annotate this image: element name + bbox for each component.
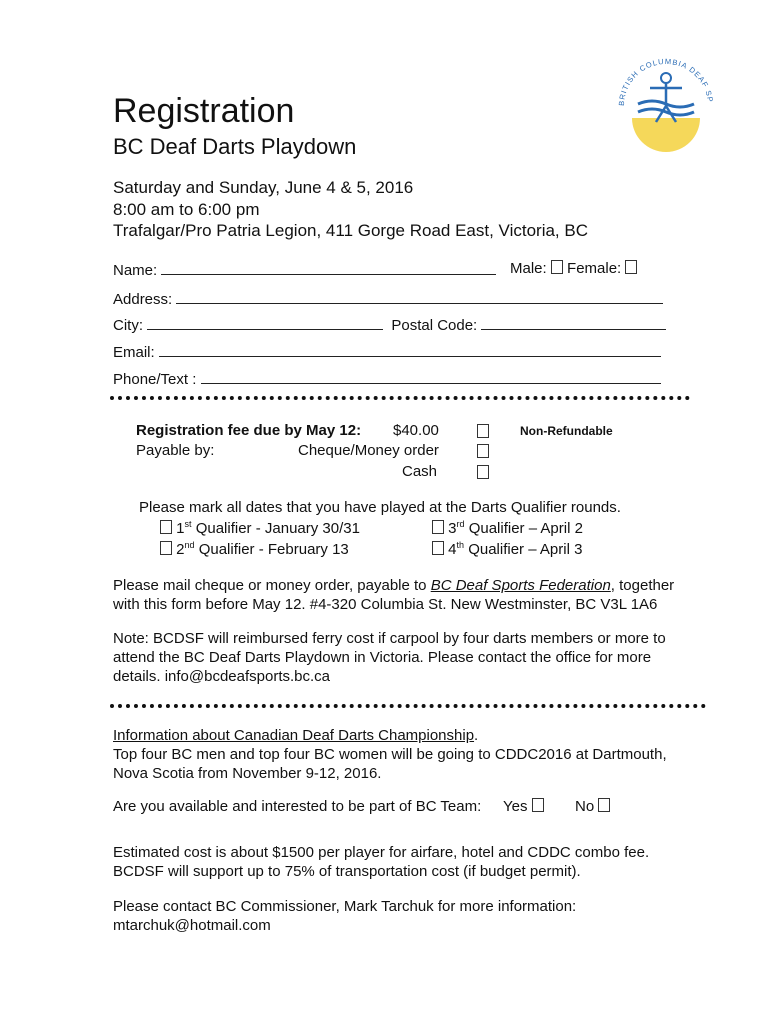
mail-suffix: , together [610,577,675,594]
non-refundable-label: Non-Refundable [520,424,613,438]
phone-row [113,369,661,388]
qualifier-1-row [160,519,360,537]
city-field[interactable] [147,315,383,330]
dotted-divider-2 [110,704,706,708]
event-time: 8:00 am to 6:00 pm [113,200,260,219]
mail-line2: with this form before May 12. #4-320 Columbia St. New Westminster, BC V3L 1A6 [113,596,658,613]
cddc-line1: Top four BC men and top four BC women will be going to CDDC2016 at Dartmouth, [113,746,667,763]
qualifier-3-checkbox[interactable] [432,520,444,534]
male-checkbox[interactable] [551,260,563,274]
event-dates: Saturday and Sunday, June 4 & 5, 2016 [113,178,414,197]
postal-field[interactable] [481,315,666,330]
no-option [575,798,610,815]
qualifier-2-checkbox[interactable] [160,541,172,555]
cddc-info: Information about Canadian Deaf Darts Championship. Top four BC men and top four BC women will be going to CDDC2016 at Dartmouth, Nova Scotia from November 9-12, 2016. [113,727,667,782]
cheque-label: Cheque/Money order [298,442,439,459]
address-field[interactable] [176,289,663,304]
address-label: Address: [113,291,173,308]
mail-prefix: Please mail cheque or money order, payable to [113,577,431,594]
cost-info [113,843,649,881]
page-subtitle: BC Deaf Darts Playdown [113,134,357,159]
yes-option [503,798,544,815]
qualifier-4-suffix: th [456,540,465,550]
qualifier-1-suffix: st [184,519,192,529]
cddc-heading: Information about Canadian Deaf Darts Championship [113,727,475,744]
qualifier-3-text: Qualifier – April 2 [464,520,583,537]
bcdsf-logo-graphic [610,48,722,156]
female-label: Female: [567,260,622,277]
qualifier-4-checkbox[interactable] [432,541,444,555]
phone-field[interactable] [201,369,661,384]
dotted-divider [110,396,690,400]
male-label: Male: [510,260,547,277]
name-row [113,260,496,279]
bcdsf-logo [610,48,722,156]
note-line3: details. info@bcdeafsports.bc.ca [113,668,331,685]
cash-checkbox[interactable] [477,465,489,479]
qualifier-instruction: Please mark all dates that you have played at the Darts Qualifier rounds. [139,499,621,516]
fee-checkbox[interactable] [477,424,489,438]
name-field[interactable] [161,260,496,275]
email-row [113,342,661,361]
cost-line2: BCDSF will support up to 75% of transportation cost (if budget permit). [113,863,581,880]
address-row [113,289,663,308]
name-label: Name: [113,262,158,279]
no-checkbox[interactable] [598,798,610,812]
postal-label: Postal Code: [391,317,478,334]
logo-arc-text: BRITISH COLUMBIA DEAF SP [616,56,715,107]
mail-instructions [113,576,674,614]
page-title: Registration [113,92,295,130]
qualifier-2-suffix: nd [184,540,195,550]
ferry-note [113,629,666,686]
fee-amount: $40.00 [393,422,439,439]
contact-line1: Please contact BC Commissioner, Mark Tarchuk for more information: [113,898,577,915]
team-question: Are you available and interested to be part of BC Team: [113,798,482,815]
email-label: Email: [113,344,155,361]
note-line1: Note: BCDSF will reimbursed ferry cost if carpool by four darts members or more to [113,630,666,647]
cost-line1: Estimated cost is about $1500 per player for airfare, hotel and CDDC combo fee. [113,844,650,861]
qualifier-2-row [160,540,349,558]
qualifier-1-checkbox[interactable] [160,520,172,534]
city-label: City: [113,317,143,334]
cddc-line2: Nova Scotia from November 9-12, 2016. [113,765,382,782]
note-line2: attend the BC Deaf Darts Playdown in Victoria. Please contact the office for more [113,649,652,666]
qualifier-2-number: 2 [176,541,185,558]
no-label: No [575,798,595,815]
qualifier-2-text: Qualifier - February 13 [194,541,349,558]
qualifier-1-text: Qualifier - January 30/31 [191,520,360,537]
yes-label: Yes [503,798,528,815]
yes-checkbox[interactable] [532,798,544,812]
qualifier-4-text: Qualifier – April 3 [464,541,583,558]
qualifier-4-number: 4 [448,541,457,558]
qualifier-3-row [432,519,583,537]
city-row [113,315,666,334]
contact-info [113,897,576,935]
cash-label: Cash [402,463,438,480]
cheque-checkbox[interactable] [477,444,489,458]
payable-label: Payable by: [136,442,215,459]
email-field[interactable] [159,342,661,357]
qualifier-3-number: 3 [448,520,457,537]
mail-org: BC Deaf Sports Federation [430,577,611,594]
event-location: Trafalgar/Pro Patria Legion, 411 Gorge Road East, Victoria, BC [113,221,588,240]
qualifier-4-row [432,540,582,558]
qualifier-3-suffix: rd [456,519,465,529]
phone-label: Phone/Text : [113,371,197,388]
contact-email: mtarchuk@hotmail.com [113,917,271,934]
fee-label: Registration fee due by May 12: [136,422,362,439]
female-checkbox[interactable] [625,260,637,274]
gender-row [510,260,637,277]
qualifier-1-number: 1 [176,520,185,537]
